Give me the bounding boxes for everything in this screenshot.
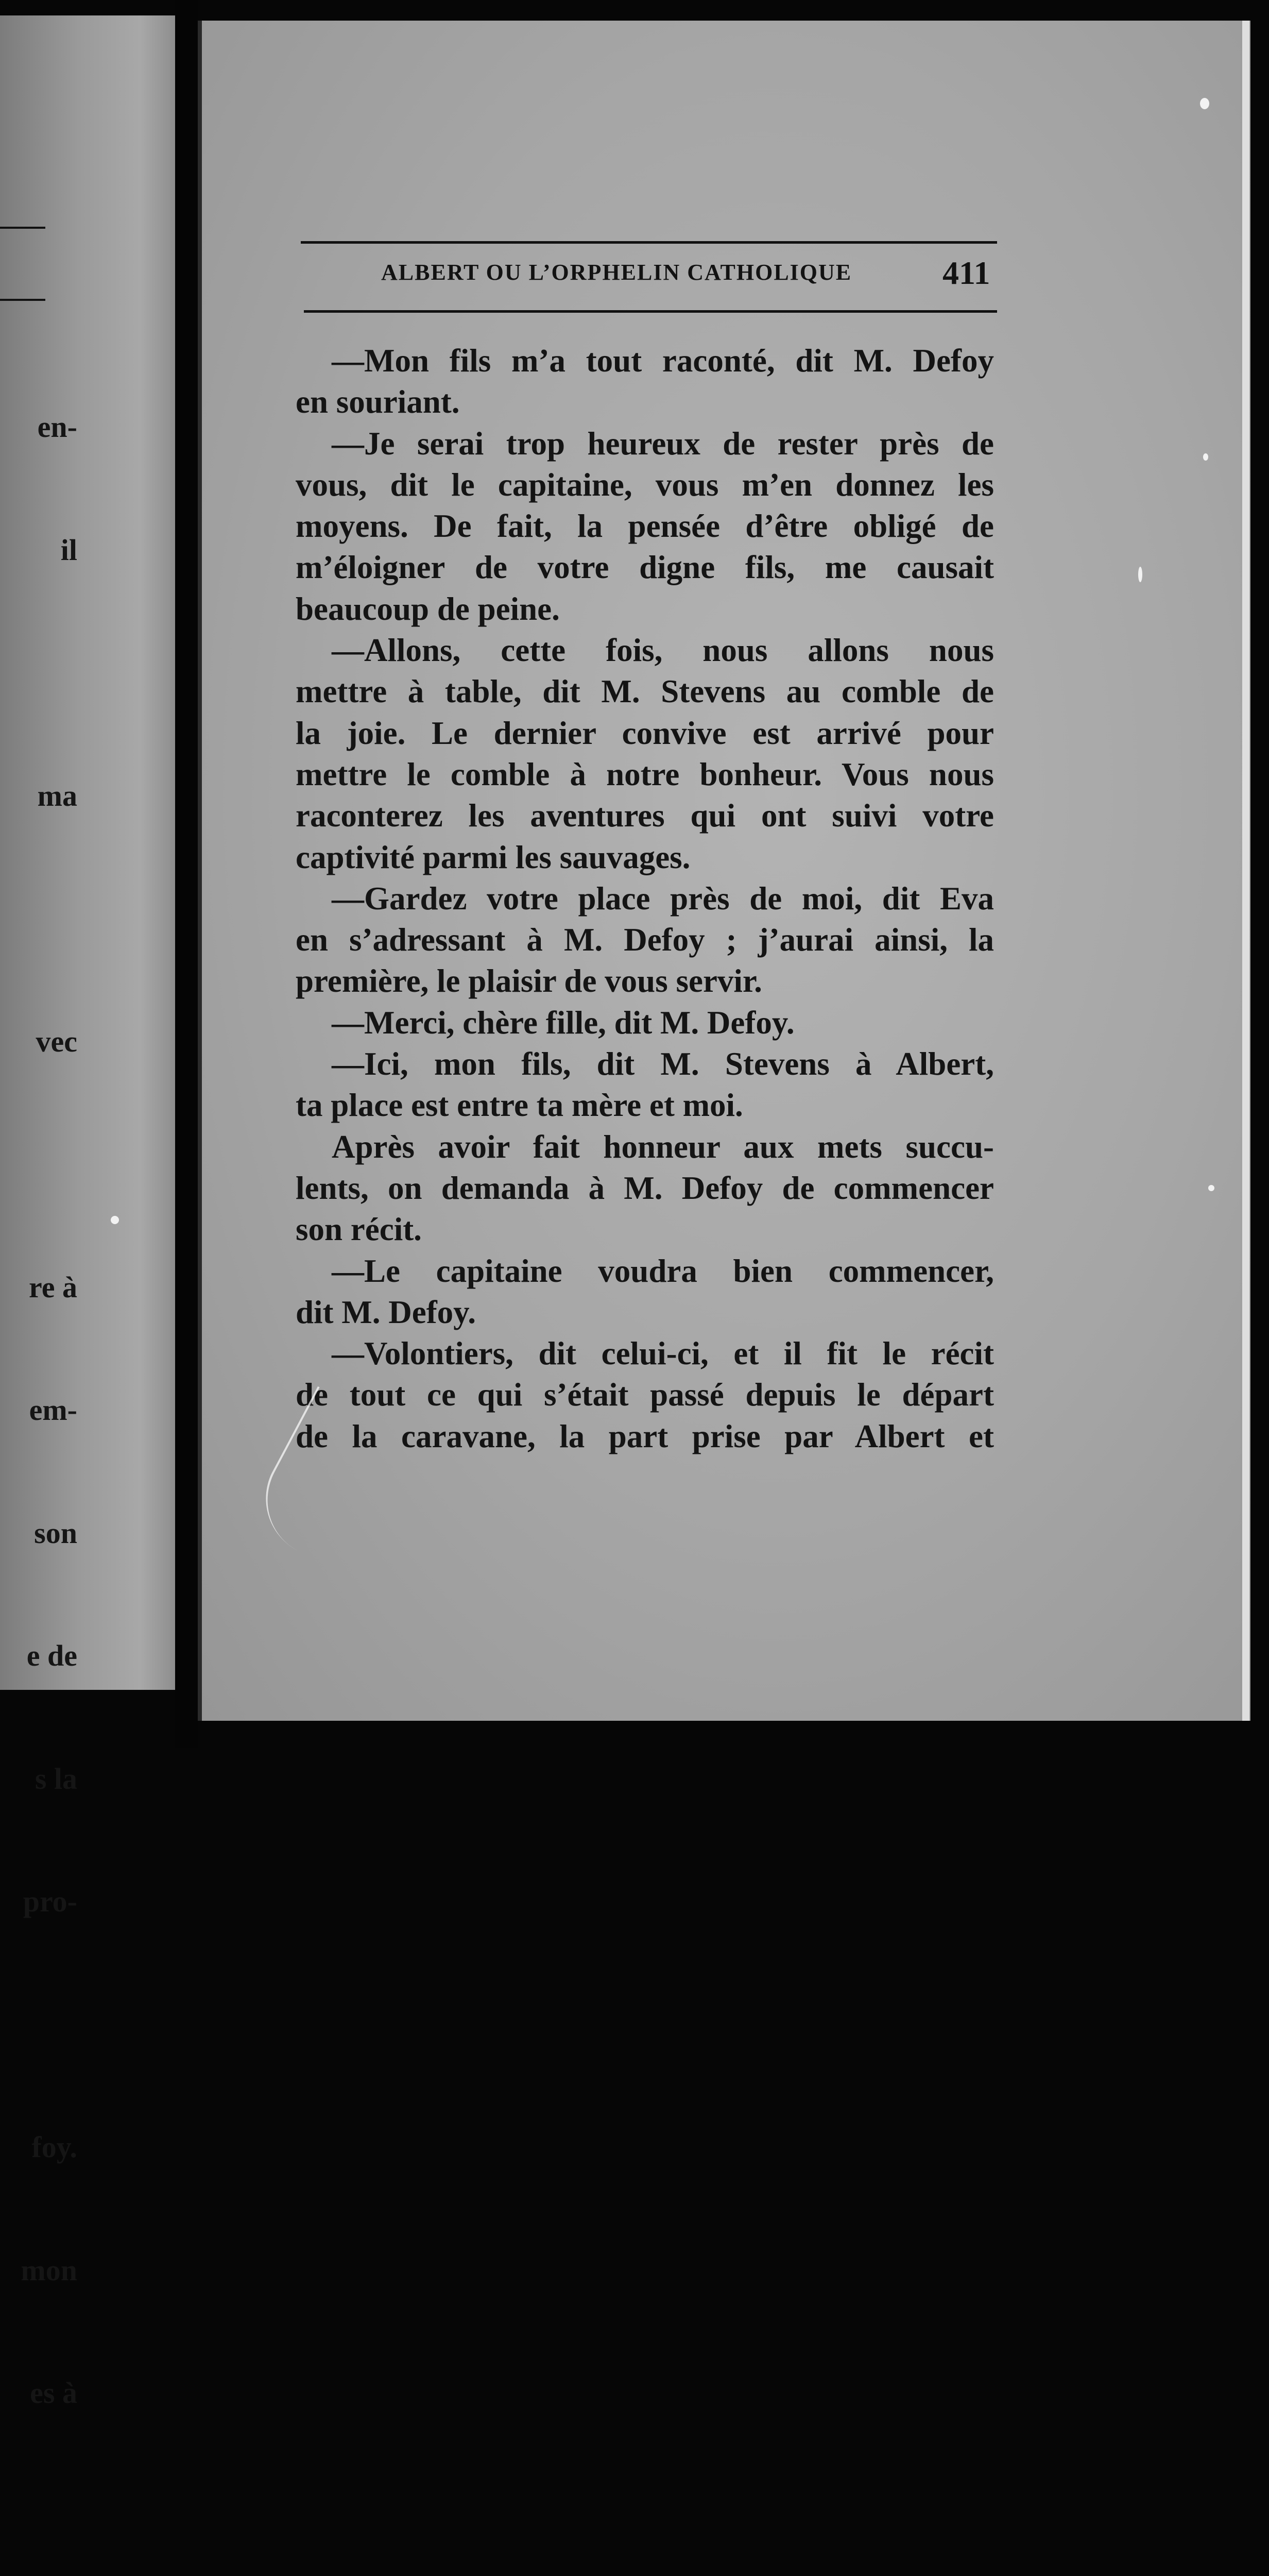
facing-line bbox=[0, 1144, 77, 1185]
facing-line: mon bbox=[21, 2253, 77, 2287]
facing-line: s la bbox=[35, 1761, 77, 1795]
text-line: —Allons, cette fois, nous allons nous bbox=[332, 632, 994, 669]
facing-line: re à bbox=[29, 1270, 77, 1304]
dust-speck bbox=[1138, 567, 1142, 582]
page-number: 411 bbox=[942, 255, 990, 291]
running-head: ALBERT OU L’ORPHELIN CATHOLIQUE bbox=[381, 260, 852, 285]
dust-speck bbox=[1200, 98, 1209, 109]
facing-line: pro- bbox=[23, 1885, 77, 1918]
facing-page-rule-top bbox=[0, 227, 45, 229]
text-line: première, le plaisir de vous servir. bbox=[296, 963, 762, 999]
page-body bbox=[296, 340, 994, 1457]
text-line: —Le capitaine voudra bien commencer, bbox=[332, 1252, 994, 1289]
header-rule-top bbox=[301, 241, 997, 244]
text-line: —Volontiers, dit celui-ci, et il fit le récit bbox=[332, 1335, 994, 1372]
facing-line: em- bbox=[29, 1393, 77, 1427]
dust-speck bbox=[1203, 453, 1208, 461]
text-line: beaucoup de peine. bbox=[296, 590, 560, 627]
book-gutter bbox=[175, 0, 198, 1748]
facing-line bbox=[0, 2004, 77, 2045]
text-line: lents, on demanda à M. Defoy de commencer bbox=[296, 1170, 994, 1206]
text-line: de tout ce qui s’était passé depuis le départ bbox=[296, 1377, 994, 1413]
facing-page-fragment bbox=[0, 15, 175, 2410]
facing-line: foy. bbox=[31, 2130, 77, 2164]
facing-line: vec bbox=[36, 1024, 77, 1058]
text-line: raconterez les aventures qui ont suivi votre bbox=[296, 798, 994, 834]
text-line: son récit. bbox=[296, 1211, 422, 1248]
facing-line: es à bbox=[30, 2376, 77, 2410]
text-line: en s’adressant à M. Defoy ; j’aurai ainsi, la bbox=[296, 922, 994, 958]
text-line: —Mon fils m’a tout raconté, dit M. Defoy bbox=[332, 343, 994, 379]
text-line: —Gardez votre place près de moi, dit Eva bbox=[332, 880, 994, 917]
text-line: moyens. De fait, la pensée d’être obligé de bbox=[296, 508, 994, 545]
text-line: la joie. Le dernier convive est arrivé pour bbox=[296, 715, 994, 751]
text-line: captivité parmi les sauvages. bbox=[296, 839, 691, 875]
facing-line: son bbox=[34, 1516, 77, 1550]
dust-speck bbox=[111, 1216, 119, 1224]
text-line: ta place est entre ta mère et moi. bbox=[296, 1087, 743, 1124]
facing-page-text bbox=[0, 325, 77, 2576]
text-line: mettre le comble à notre bonheur. Vous nous bbox=[296, 756, 994, 792]
dust-speck bbox=[1208, 1185, 1214, 1191]
text-line: m’éloigner de votre digne fils, me causait bbox=[296, 549, 994, 586]
text-line: dit M. Defoy. bbox=[296, 1294, 476, 1330]
facing-line bbox=[0, 2496, 77, 2537]
text-line: mettre à table, dit M. Stevens au comble de bbox=[296, 673, 994, 710]
facing-page-rule-bottom bbox=[0, 299, 45, 301]
facing-line bbox=[0, 652, 77, 693]
facing-line: ma bbox=[37, 778, 77, 812]
page-edge bbox=[1242, 21, 1249, 1721]
facing-line: il bbox=[60, 533, 77, 567]
text-line: vous, dit le capitaine, vous m’en donnez les bbox=[296, 466, 994, 503]
text-line: en souriant. bbox=[296, 384, 460, 420]
facing-line: e de bbox=[26, 1639, 77, 1672]
text-line: —Merci, chère fille, dit M. Defoy. bbox=[332, 1004, 795, 1041]
text-line: de la caravane, la part prise par Albert et bbox=[296, 1418, 994, 1454]
facing-line: en- bbox=[37, 410, 77, 444]
text-line: Après avoir fait honneur aux mets succu- bbox=[332, 1128, 994, 1165]
facing-line bbox=[0, 898, 77, 939]
text-line: —Je serai trop heureux de rester près de bbox=[332, 425, 994, 462]
text-line: —Ici, mon fils, dit M. Stevens à Albert, bbox=[332, 1046, 994, 1082]
header-rule-bottom bbox=[304, 310, 997, 313]
